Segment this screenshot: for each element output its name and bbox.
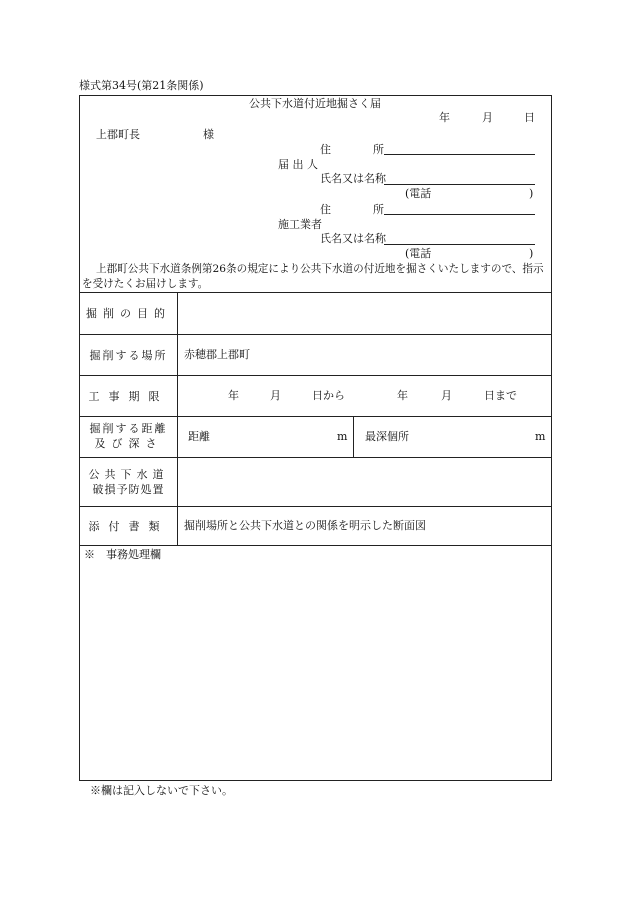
date-day: 日 [524,111,535,124]
body-text-line1: 上郡町公共下水道条例第26条の規定により公共下水道の付近地を掘さくいたしますので、指示 [96,263,544,275]
office-section-label: ※ 事務処理欄 [84,548,161,561]
addressee-name: 上郡町長 [96,128,140,141]
purpose-label: 掘削の目的 [86,307,171,320]
footnote: ※欄は記入しないで下さい。 [90,784,233,797]
depth-unit: m [535,430,546,443]
notifier-name-label: 氏名又は名称 [320,172,386,185]
period-from-month: 月 [270,389,281,402]
table-divider [79,375,552,376]
notifier-name-field[interactable] [384,184,535,185]
location-value[interactable]: 赤穂郡上郡町 [184,348,250,361]
contractor-phone-open: (電話 [405,247,432,260]
notifier-address-label-2: 所 [373,143,384,156]
table-divider [79,457,552,458]
form-title: 公共下水道付近地掘さく届 [249,97,381,110]
table-divider [79,292,552,293]
notifier-phone-close: ) [529,187,534,200]
body-text-line2: を受けたくお届けします。 [82,278,209,290]
date-year: 年 [439,111,450,124]
notifier-address-field[interactable] [384,154,535,155]
form-number: 様式第34号(第21条関係) [79,79,204,92]
prevention-label-line1: 公共下水道 [88,468,169,481]
notifier-phone-open: (電話 [405,187,432,200]
period-from-year: 年 [228,389,239,402]
period-to-month: 月 [441,389,452,402]
table-divider [79,334,552,335]
distance-label: 距離 [188,430,210,443]
contractor-address-label-1: 住 [320,203,331,216]
distance-depth-label-line1: 掘削する距離 [89,422,168,435]
attachments-value[interactable]: 掘削場所と公共下水道との関係を明示した断面図 [184,519,426,532]
depth-label: 最深個所 [365,430,409,443]
addressee-honorific: 様 [203,128,214,141]
contractor-name-field[interactable] [384,244,535,245]
date-month: 月 [482,111,493,124]
table-divider [79,506,552,507]
period-to-year: 年 [397,389,408,402]
attachments-label: 添付書類 [88,520,169,533]
contractor-name-label: 氏名又は名称 [320,232,386,245]
contractor-address-field[interactable] [384,214,535,215]
prevention-label-line2: 破損予防処置 [92,483,165,496]
distance-unit: m [337,430,348,443]
contractor-label: 施工業者 [278,218,322,231]
table-cell-divider [353,416,354,457]
period-from-day: 日から [312,389,345,402]
location-label: 掘削する場所 [89,349,168,362]
table-divider [79,545,552,546]
table-divider [79,416,552,417]
contractor-phone-close: ) [529,247,534,260]
contractor-address-label-2: 所 [373,203,384,216]
distance-depth-label-line2: 及び深さ [94,437,163,450]
period-label: 工事期限 [88,390,169,403]
notifier-address-label-1: 住 [320,143,331,156]
period-to-day: 日まで [484,389,517,402]
notifier-label: 届 出 人 [278,158,318,171]
table-column-divider [177,292,178,545]
